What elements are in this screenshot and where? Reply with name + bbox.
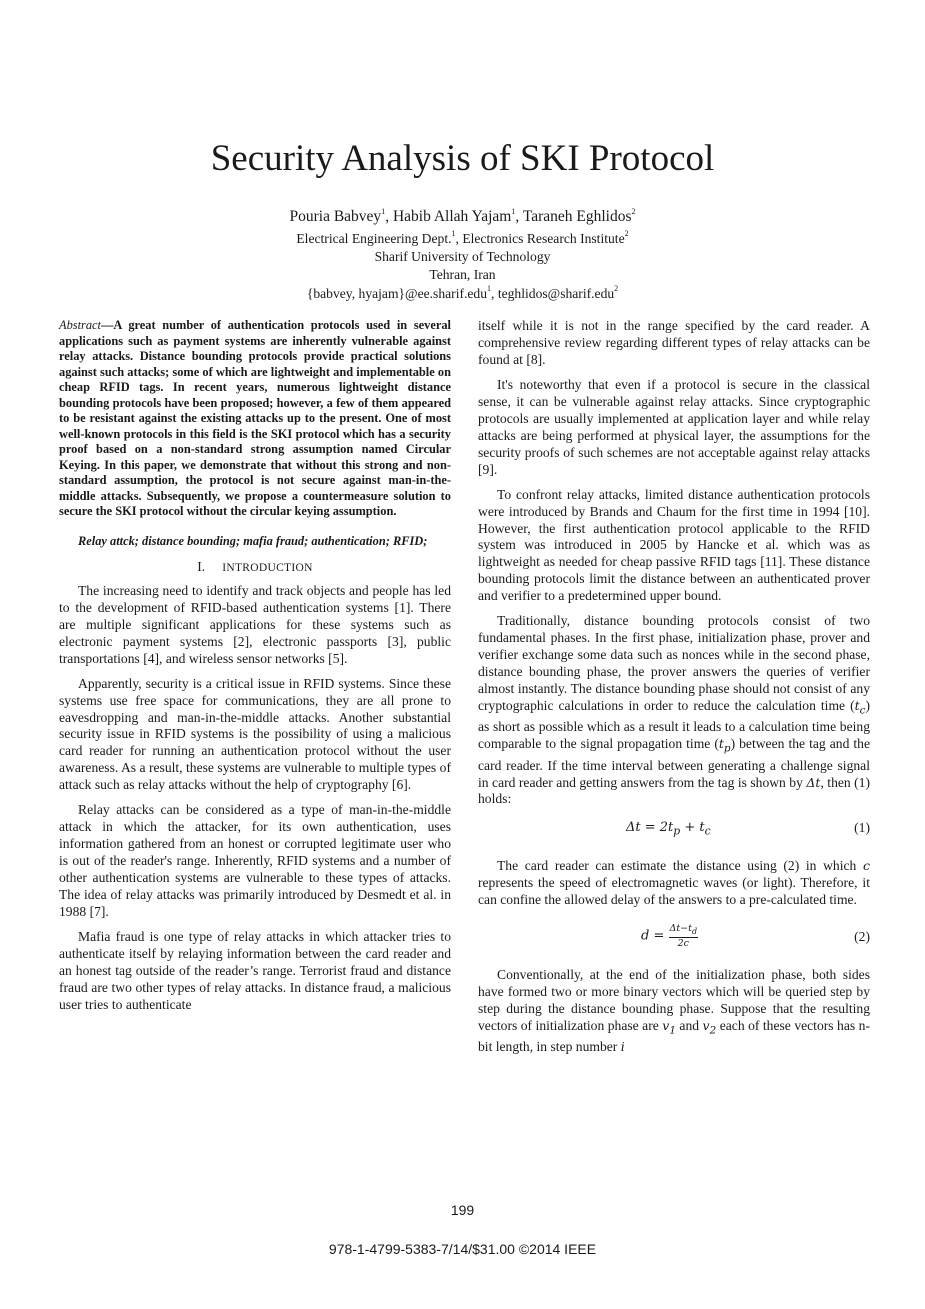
author-affiliation-mark: 1: [511, 206, 516, 216]
paper-title: Security Analysis of SKI Protocol: [210, 138, 715, 179]
body-paragraph: The card reader can estimate the distance using (2) in which c represents the speed of electromagnetic waves (or light). Therefore, it can confine the allowed delay of the answers to a pre-calculated time.: [478, 858, 870, 908]
body-paragraph: To confront relay attacks, limited distance authentication protocols were introduced by Brands and Chaum for the first time in 1994 [10]. However, the first authentication protocol applicable to the RFID system was introduced in 2005 by Hancke et al. which was as lightweight as needed for cheap passive RFID tags [11]. These distance bounding protocols limit the distance between an authenticated prover and verifier to a predetermined upper bound.: [478, 486, 870, 604]
author-name: Pouria Babvey: [289, 208, 382, 225]
equation-expression: d = $\frac{\Delta t-t_d}{2c}$: [641, 923, 698, 949]
section-heading: I. INTRODUCTION: [197, 559, 313, 574]
affiliation-emails: {babvey, hyajam}@ee.sharif.edu$^1$, teghlidos@sharif.edu$^2$: [306, 284, 619, 301]
body-paragraph: It's noteworthy that even if a protocol is secure in the classical sense, it can be vulnerable against relay attacks. Since cryptographic protocols are usually implemented at application layer and while relay attacks are being performed at physical layer, the assumptions for the security proofs of such schemes are not acceptable against relay attacks [9].: [478, 377, 870, 477]
body-paragraph: Relay attacks can be considered as a type of man-in-the-middle attack in which the attacker, for its own authentication, uses information gathered from an honest or corrupted legitimate user who is out of the reader's range. Inherently, RFID systems and a number of other authentication systems are vulnerable to these types of attacks. The idea of relay attacks was primarily introduced by Desmedt et al. in 1988 [7].: [59, 802, 451, 919]
author-list: Pouria Babvey$^1$, Habib Allah Yajam$^1$, Taraneh Eghlidos$^2$: [289, 206, 636, 225]
right-column: [478, 318, 870, 1064]
author-name: Taraneh Eghlidos: [522, 208, 632, 225]
body-paragraph: Apparently, security is a critical issue in RFID systems. Since these systems use free space for communications, they are all prone to eavesdropping and man-in-the-middle attacks. Another substantial security issue in RFID systems is the possibility of using a malicious card reader for running an authentication protocol without the user awareness. As a result, these systems are vulnerable to multiple types of attack such as relay attacks without the help of cryptography [6].: [59, 675, 451, 793]
copyright-line: 978-1-4799-5383-7/14/$31.00 ©2014 IEEE: [328, 1241, 597, 1257]
equation-expression: $\Delta t = 2t_p + t_c$: [626, 820, 711, 838]
equation-2: [478, 923, 870, 951]
affiliation-block: [0, 230, 925, 303]
affiliation-departments: Electrical Engineering Dept.$^1$, Electronics Research Institute$^2$: [296, 229, 629, 246]
affiliation-university: Sharif University of Technology: [374, 249, 551, 265]
body-paragraph: itself while it is not in the range specified by the card reader. A comprehensive review regarding different types of relay attacks can be found at [8].: [478, 318, 870, 367]
affiliation-city: Tehran, Iran: [429, 267, 496, 283]
abstract: [59, 318, 451, 520]
author-affiliation-mark: 2: [631, 206, 636, 216]
author-name: Habib Allah Yajam: [392, 208, 512, 225]
page-number: 199: [450, 1202, 475, 1218]
left-column: [59, 318, 451, 1022]
abstract-text: —A great number of authentication protocols used in several applications such as payment systems are inherently vulnerable against relay attacks. Distance bounding protocols provide practical solutions against such attacks; some of which are lightweight and implementable on cheap RFID tags. In recent years, numerous lightweight distance bounding protocols have been proposed; however, a few of them appeared to be resistant against the existing attacks up to the present. One of most well-known protocols in this field is the SKI protocol which has a security proof based on a non-standard strong assumption named Circular Keying. In this paper, we demonstrate that without this strong and non-standard assumption, the protocol is not secure against man-in-the-middle attacks. Subsequently, we propose a countermeasure solution to secure the SKI protocol without the circular keying assumption.: [59, 318, 451, 518]
keywords: Relay attck; distance bounding; mafia fraud; authentication; RFID;: [78, 533, 428, 548]
body-paragraph: Mafia fraud is one type of relay attacks in which attacker tries to authenticate itself by relaying information between the card reader and an honest tag outside of the reader’s range. Terrorist fraud and distance fraud are two other types of relay attacks. In distance fraud, a malicious user tries to authenticate: [59, 929, 451, 1012]
equation-number: (1): [854, 820, 870, 836]
body-paragraph: Conventionally, at the end of the initialization phase, both sides have formed two or more binary vectors which will be queried step by step during the distance bounding phase. Suppose that the resulting vectors of initialization phase are $v_1$ and $v_2$ each of these vectors has n-bit length, in step number i: [478, 967, 870, 1055]
body-paragraph: Traditionally, distance bounding protocols consist of two fundamental phases. In the first phase, initialization phase, prover and verifier exchange some data such as nonces while in the second phase, distance bounding phase, the prover answers the queries of verifier almost instantly. The distance bounding phase should not consist of any cryptographic calculations in order to reduce the calculation time $(t_c)$ as short as possible which as a result it leads to a calculation time being comparable to the signal propagation time $(t_p)$ between the tag and the card reader. If the time interval between generating a challenge signal in card reader and getting answers from the tag is shown by Δt, then (1) holds:: [478, 613, 871, 807]
equation-number: (2): [854, 929, 870, 945]
abstract-lead: Abstract: [59, 318, 101, 332]
body-paragraph: The increasing need to identify and track objects and people has led to the development of RFID-based authentication systems [1]. There are multiple significant applications for these systems such as electronic payment systems [2], electronic passports [3], public transportations [4], and wireless sensor networks [5].: [59, 582, 451, 666]
author-affiliation-mark: 1: [381, 206, 386, 216]
equation-1: [478, 818, 870, 840]
